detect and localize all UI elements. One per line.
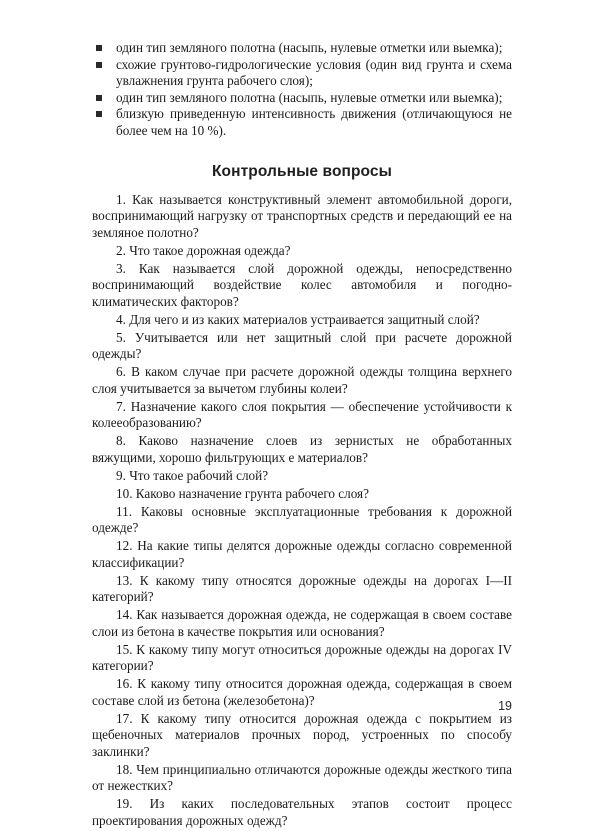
question-item: 16. К какому типу относится дорожная одежда, содержащая в своем составе слой из бетона (железобетона)? xyxy=(92,676,512,708)
question-item: 5. Учитывается или нет защитный слой при расчете дорожной одежды? xyxy=(92,329,512,362)
question-item: 8. Каково назначение слоев из зернистых не обработанных вяжущими, хорошо фильтрующих е материалов? xyxy=(92,433,512,465)
question-item: 12. На какие типы делятся дорожные одежды согласно современной классификации? xyxy=(92,538,512,570)
bullet-item xyxy=(92,57,512,90)
question-item: 17. К какому типу относится дорожная одежда с покрытием из щебеночных материалов прочных пород, устроенных по способу заклинки? xyxy=(92,710,512,759)
question-item: 13. К какому типу относятся дорожные одежды на дорогах I—II категорий? xyxy=(92,572,512,605)
question-item: 9. Что такое рабочий слой? xyxy=(116,467,269,483)
square-bullet-icon xyxy=(96,111,102,117)
bullet-item xyxy=(92,90,512,107)
question-list xyxy=(92,192,512,830)
bullet-list xyxy=(92,40,512,140)
bullet-text: один тип земляного полотна (насыпь, нулевые отметки или выемка); xyxy=(116,40,503,55)
question-item: 19. Из каких последовательных этапов состоит процесс проектирования дорожных одежд? xyxy=(92,796,512,828)
bullet-text: схожие грунтово-гидрологические условия (один вид грунта и схема увлажнения грунта рабочего слоя); xyxy=(116,56,512,89)
question-item: 1. Как называется конструктивный элемент автомобильной дороги, воспринимающий нагрузку от транспортных средств и передающий ее на земляное полотно? xyxy=(92,191,512,240)
question-item: 11. Каковы основные эксплуатационные требования к дорожной одежде? xyxy=(92,503,512,536)
question-item: 3. Как называется слой дорожной одежды, непосредственно воспринимающий воздействие колес автомобиля и погодно-климатических факторов? xyxy=(92,260,512,309)
bullet-text: близкую приведенную интенсивность движения (отличающуюся не более чем на 10 %). xyxy=(116,106,512,138)
question-item: 2. Что такое дорожная одежда? xyxy=(116,242,291,258)
section-title: Контрольные вопросы xyxy=(212,162,392,180)
question-item: 15. К какому типу могут относиться дорожные одежды на дорогах IV категории? xyxy=(92,641,512,674)
question-item: 14. Как называется дорожная одежда, не содержащая в своем составе слои из бетона в качестве покрытия или основания? xyxy=(92,607,512,639)
bullet-item xyxy=(92,106,512,139)
square-bullet-icon xyxy=(96,45,102,51)
page-content xyxy=(92,40,512,831)
square-bullet-icon xyxy=(96,62,102,68)
square-bullet-icon xyxy=(96,95,102,101)
question-item: 4. Для чего и из каких материалов устраивается защитный слой? xyxy=(116,311,480,327)
question-item: 7. Назначение какого слоя покрытия — обеспечение устойчивости к колееобразованию? xyxy=(92,398,512,431)
question-item: 10. Каково назначение грунта рабочего слоя? xyxy=(116,485,369,501)
question-item: 18. Чем принципиально отличаются дорожные одежды жесткого типа от нежестких? xyxy=(92,761,512,794)
bullet-text: один тип земляного полотна (насыпь, нулевые отметки или выемка); xyxy=(116,89,503,105)
question-item: 6. В каком случае при расчете дорожной одежды толщина верхнего слоя учитывается за вычетом глубины колеи? xyxy=(92,364,512,396)
page-number: 19 xyxy=(498,699,512,713)
bullet-item xyxy=(92,40,512,57)
